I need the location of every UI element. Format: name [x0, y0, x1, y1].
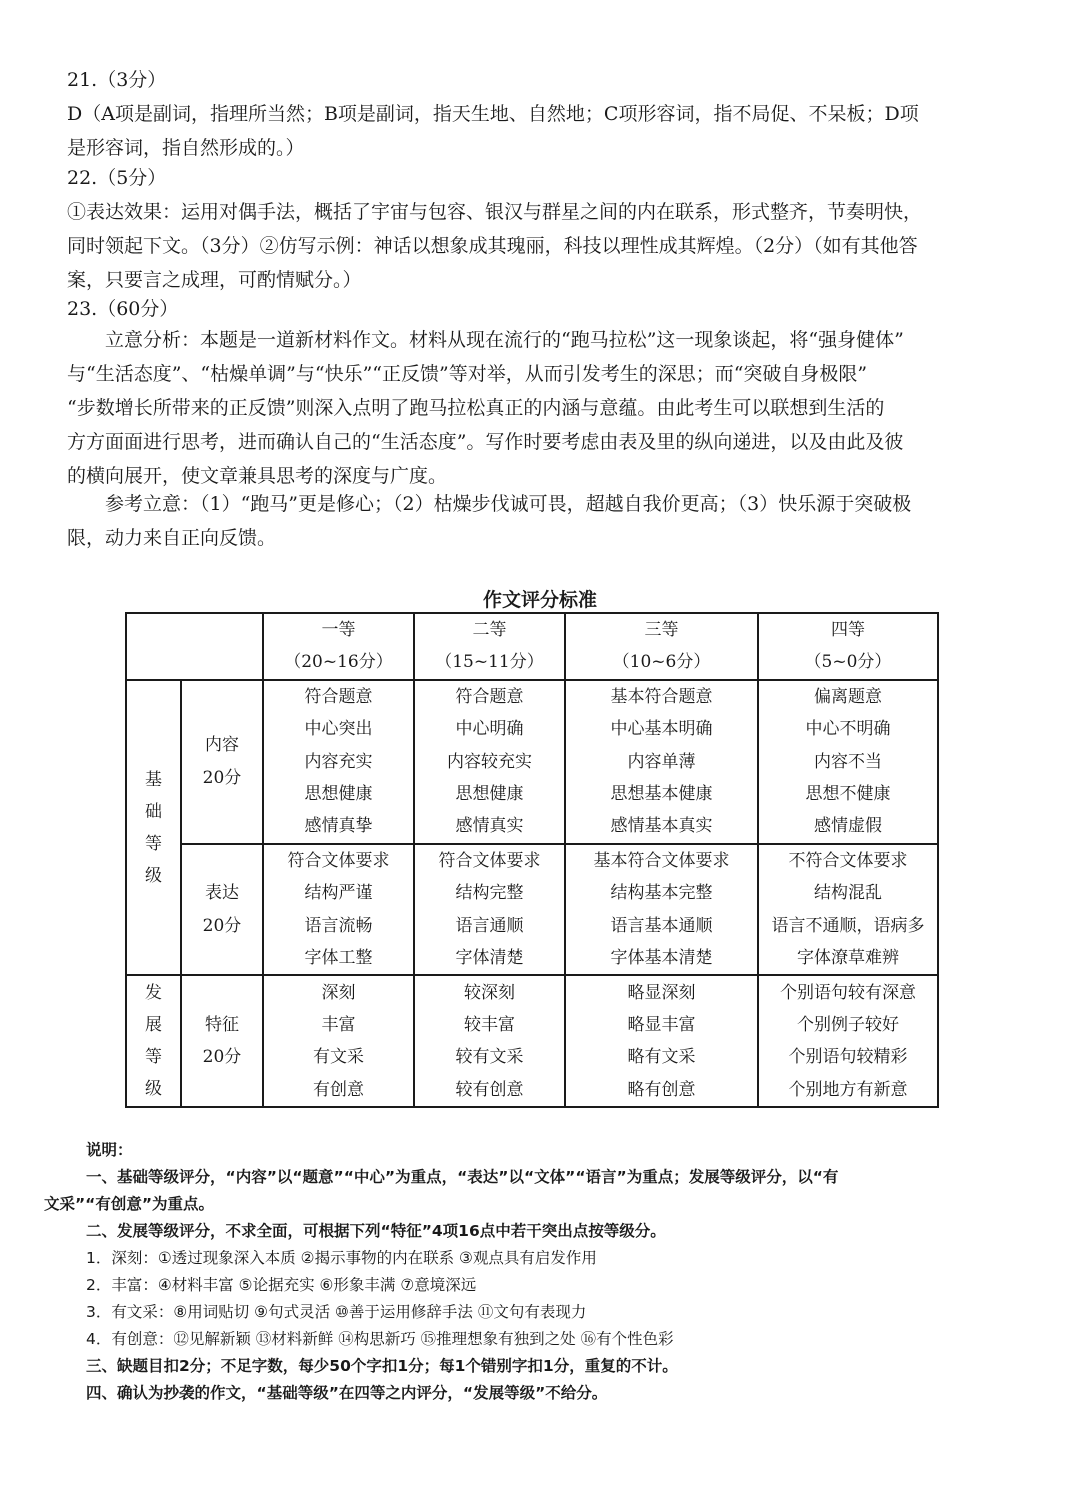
grade-range-3: （10~6分）: [612, 652, 711, 673]
criterion-text: 偏离题意: [814, 686, 882, 707]
criterion-text: 感情真挚: [304, 816, 373, 837]
criterion-text: 有创意: [313, 1079, 364, 1100]
criterion-text: 略有文采: [627, 1047, 696, 1068]
features-grade3-cell: [565, 975, 758, 1107]
table-row-content: [126, 680, 938, 844]
q23-analysis-line-3: “步数增长所带来的正反馈”则深入点明了跑马拉松真正的内涵与意蕴。由此考生可以联想到生活的: [67, 397, 885, 419]
q23-analysis-line-4: 方方面面进行思考，进而确认自己的“生活态度”。写作时要考虑由表及里的纵向递进，以及由此及彼: [67, 431, 904, 453]
grade-name-3: 三等: [644, 620, 679, 640]
criterion-text: 不符合文体要求: [788, 850, 908, 871]
criterion-text: 中心不明确: [805, 719, 891, 740]
criterion-text: 符合题意: [304, 686, 373, 707]
criterion-text: 个别例子较好: [797, 1015, 899, 1036]
q22-label: 22.（5分）: [67, 167, 167, 189]
table-row-features: [126, 975, 938, 1107]
note-item-3: 三、缺题目扣2分；不足字数，每少50个字扣1分；每1个错别字扣1分，重复的不计。: [86, 1357, 678, 1375]
criterion-text: 结构混乱: [814, 883, 882, 904]
criterion-text: 个别语句较有深意: [780, 982, 916, 1003]
row-label-features: [181, 975, 263, 1107]
criterion-text: 基本符合题意: [610, 686, 713, 707]
section-basic-cell: [126, 680, 181, 976]
note-item-1: 一、基础等级评分，“内容”以“题意”“中心”为重点，“表达”以“文体”“语言”为重点；发展等级评分，以“有: [86, 1168, 839, 1186]
grade-name-4: 四等: [831, 620, 865, 640]
grade-range-2: （15~11分）: [435, 652, 544, 673]
q22-line-2: 同时领起下文。（3分）②仿写示例：神话以想象成其瑰丽，科技以理性成其辉煌。（2分）（如有其他答: [67, 235, 918, 257]
q23-analysis-line-1: 立意分析：本题是一道新材料作文。材料从现在流行的“跑马拉松”这一现象谈起，将“强身健体”: [105, 329, 904, 351]
table-header-row: [126, 613, 938, 680]
criterion-text: 较深刻: [464, 982, 515, 1003]
q23-analysis: [67, 323, 1022, 493]
notes-heading: 说明：: [86, 1141, 133, 1159]
criterion-text: 字体工整: [304, 948, 373, 969]
criterion-text: 略显深刻: [627, 982, 696, 1003]
section-label-char: 级: [145, 865, 162, 886]
section-label-char: 展: [145, 1015, 162, 1036]
q22-line-1: ①表达效果：运用对偶手法，概括了宇宙与包容、银汉与群星之间的内在联系，形式整齐，节奏明快，: [67, 201, 923, 223]
row-label-content: [181, 680, 263, 844]
criterion-text: 字体清楚: [455, 948, 524, 969]
section-basic-label: [127, 764, 180, 892]
criterion-text: 内容较充实: [447, 751, 532, 772]
section-label-char: 级: [145, 1079, 162, 1100]
grade-header-3: [565, 613, 758, 680]
criterion-text: 内容单薄: [627, 751, 696, 772]
q23-analysis-line-5: 的横向展开，使文章兼具思考的深度与广度。: [67, 465, 448, 487]
q21-line-1: D（A项是副词，指理所当然；B项是副词，指天生地、自然地；C项形容词，指不局促、不呆板；D项: [67, 103, 919, 125]
criterion-text: 思想不健康: [805, 784, 891, 805]
criterion-text: 感情基本真实: [610, 816, 713, 837]
criterion-text: 内容充实: [304, 751, 373, 772]
criterion-text: 个别地方有新意: [788, 1079, 908, 1100]
criterion-text: 思想健康: [455, 784, 524, 805]
grade-range-4: （5~0分）: [804, 652, 892, 673]
criterion-text: 语言不通顺，语病多: [771, 915, 925, 936]
criterion-text: 语言流畅: [304, 915, 373, 936]
criterion-text: 思想基本健康: [610, 784, 713, 805]
criterion-text: 较有创意: [455, 1079, 524, 1100]
features-grade2-cell: [414, 975, 565, 1107]
grade-range-1: （20~16分）: [284, 652, 393, 673]
features-grade4-cell: [758, 975, 938, 1107]
section-label-char: 发: [145, 983, 162, 1004]
section-dev-label: [127, 977, 180, 1105]
criterion-text: 语言通顺: [455, 915, 524, 936]
row-score-text: 20分: [202, 767, 242, 788]
scoring-table: [125, 612, 939, 1108]
content-grade3-cell: [565, 680, 758, 844]
content-grade4-cell: [758, 680, 938, 844]
section-label-char: 等: [145, 1047, 162, 1068]
q21-answer: [67, 97, 1022, 165]
section-label-char: 基: [145, 769, 162, 790]
content-grade1-cell: [263, 680, 414, 844]
criterion-text: 感情真实: [455, 816, 524, 837]
note-item-2: 二、发展等级评分，不求全面，可根据下列“特征”4项16点中若干突出点按等级分。: [86, 1222, 666, 1240]
grade-header-1: [263, 613, 414, 680]
criterion-text: 中心明确: [455, 719, 524, 740]
note-item-4: 四、确认为抄袭的作文，“基础等级”在四等之内评分，“发展等级”不给分。: [86, 1384, 608, 1402]
criterion-text: 有文采: [313, 1047, 364, 1068]
grade-header-2: [414, 613, 565, 680]
criterion-text: 语言基本通顺: [610, 915, 713, 936]
section-label-char: 础: [145, 801, 162, 822]
row-label-text: 特征: [205, 1015, 239, 1036]
criterion-text: 内容不当: [814, 751, 882, 772]
criterion-text: 符合题意: [455, 686, 524, 707]
table-row-expression: [126, 844, 938, 976]
criterion-text: 深刻: [321, 982, 356, 1003]
criterion-text: 结构基本完整: [610, 883, 713, 904]
criterion-text: 较丰富: [464, 1015, 515, 1036]
q23-label: 23.（60分）: [67, 298, 179, 320]
note-sub-4: 4．有创意：⑫见解新颖 ⑬材料新鲜 ⑭构思新巧 ⑮推理想象有独到之处 ⑯有个性色彩: [86, 1330, 674, 1348]
criterion-text: 中心基本明确: [610, 719, 713, 740]
criterion-text: 结构完整: [455, 883, 524, 904]
criterion-text: 个别语句较精彩: [788, 1047, 908, 1068]
expression-grade2-cell: [414, 844, 565, 976]
grade-name-2: 二等: [472, 620, 507, 640]
q21-line-2: 是形容词，指自然形成的。）: [67, 137, 305, 159]
q22-answer: [67, 195, 1022, 297]
criterion-text: 符合文体要求: [438, 850, 541, 871]
criterion-text: 结构严谨: [304, 883, 373, 904]
grade-name-1: 一等: [321, 620, 356, 640]
grade-header-4: [758, 613, 938, 680]
features-grade1-cell: [263, 975, 414, 1107]
expression-grade3-cell: [565, 844, 758, 976]
note-sub-1: 1．深刻：①透过现象深入本质 ②揭示事物的内在联系 ③观点具有启发作用: [86, 1249, 597, 1267]
row-label-text: 内容: [205, 735, 239, 756]
criterion-text: 较有文采: [455, 1047, 524, 1068]
scoring-notes: [44, 1137, 1029, 1407]
criterion-text: 符合文体要求: [287, 850, 390, 871]
q23-reference-line-2: 限，动力来自正向反馈。: [67, 527, 277, 549]
section-label-char: 等: [145, 833, 162, 854]
criterion-text: 丰富: [321, 1015, 356, 1036]
q22-line-3: 案，只要言之成理，可酌情赋分。）: [67, 269, 362, 291]
expression-grade1-cell: [263, 844, 414, 976]
criterion-text: 字体基本清楚: [610, 948, 713, 969]
section-dev-cell: [126, 975, 181, 1107]
note-sub-3: 3．有文采：⑧用词贴切 ⑨句式灵活 ⑩善于运用修辞手法 ⑪文句有表现力: [86, 1303, 587, 1321]
criterion-text: 基本符合文体要求: [593, 850, 730, 871]
note-sub-2: 2．丰富：④材料丰富 ⑤论据充实 ⑥形象丰满 ⑦意境深远: [86, 1276, 477, 1294]
row-label-text: 表达: [205, 883, 239, 904]
q23-analysis-line-2: 与“生活态度”、“枯燥单调”与“快乐”“正反馈”等对举，从而引发考生的深思；而“突破自身极限”: [67, 363, 868, 385]
q21-label: 21.（3分）: [67, 69, 167, 91]
row-score-text: 20分: [202, 915, 242, 936]
row-label-expression: [181, 844, 263, 976]
criterion-text: 字体潦草难辨: [797, 948, 899, 969]
criterion-text: 感情虚假: [814, 816, 882, 837]
note-item-1-cont: 文采”“有创意”为重点。: [44, 1195, 215, 1213]
expression-grade4-cell: [758, 844, 938, 976]
criterion-text: 略显丰富: [627, 1015, 696, 1036]
table-title: 作文评分标准: [482, 589, 597, 611]
criterion-text: 略有创意: [627, 1079, 696, 1100]
criterion-text: 思想健康: [304, 784, 373, 805]
row-score-text: 20分: [202, 1047, 242, 1068]
header-corner-cell: [126, 613, 263, 680]
q23-reference: [67, 487, 1022, 555]
criterion-text: 中心突出: [304, 719, 373, 740]
q23-reference-line-1: 参考立意：（1）“跑马”更是修心；（2）枯燥步伐诚可畏，超越自我价更高；（3）快乐源于突破极: [105, 493, 912, 515]
content-grade2-cell: [414, 680, 565, 844]
